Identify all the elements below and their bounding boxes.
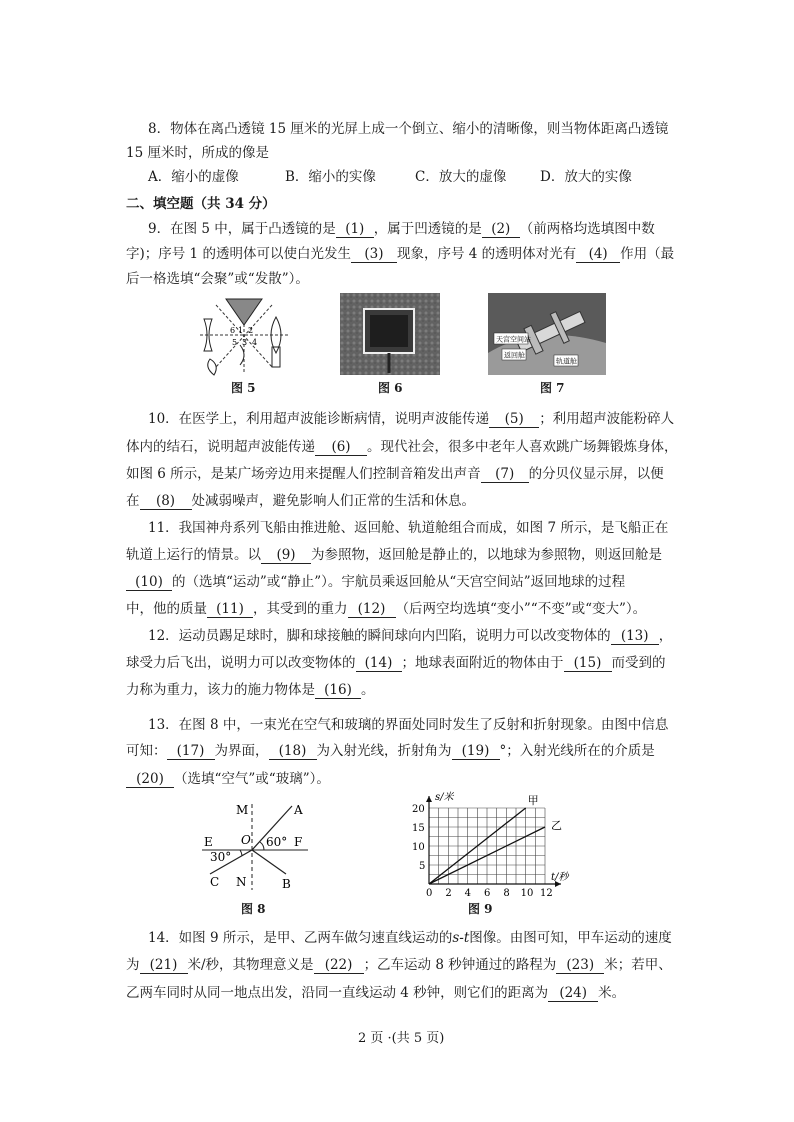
q8-option-d: D．放大的实像 bbox=[540, 169, 632, 185]
blank-6: (6) bbox=[315, 439, 367, 456]
q8-line2: 15 厘米时，所成的像是 bbox=[126, 145, 269, 161]
blank-13: (13) bbox=[611, 628, 659, 645]
blank-8: (8) bbox=[140, 493, 192, 510]
q13-line3: (20) （选填“空气”或“玻璃”）。 bbox=[126, 767, 794, 788]
fig7-label-station: 天宫空间站 bbox=[496, 335, 531, 344]
blank-20: (20) bbox=[126, 771, 174, 788]
blank-9: (9) bbox=[261, 547, 311, 564]
fig5-num-2: 2 bbox=[248, 326, 254, 335]
q8-line1: 8．物体在离凸透镜 15 厘米的光屏上成一个倒立、缩小的清晰像，则当物体距离凸透镜 bbox=[148, 121, 669, 137]
fig7-caption: 图 7 bbox=[540, 381, 565, 395]
fig9-caption: 图 9 bbox=[468, 902, 493, 916]
q12-line1: 12．运动员踢足球时，脚和球接触的瞬间球向内凹陷，说明力可以改变物体的 (13) ， bbox=[148, 628, 673, 644]
q10-line4: 在 (8) 处减弱噪声，避免影响人们正常的生活和休息。 bbox=[126, 493, 475, 509]
y-axis-arrow bbox=[426, 796, 432, 802]
x-axis-label: t/秒 bbox=[551, 872, 569, 883]
x-tick-label: 10 bbox=[520, 888, 534, 899]
fig8-label-A: A bbox=[294, 803, 303, 817]
blank-19: (19) bbox=[452, 743, 500, 760]
blank-16: (16) bbox=[315, 682, 361, 699]
fig6-caption: 图 6 bbox=[378, 381, 403, 395]
fig5-num-3: 3 bbox=[242, 338, 248, 347]
blank-15: (15) bbox=[564, 655, 612, 672]
q11-line1: 11．我国神舟系列飞船由推进舱、返回舱、轨道舱组合而成，如图 7 所示，是飞船正在 bbox=[148, 520, 669, 536]
fig8-label-C: C bbox=[210, 875, 220, 889]
q11-line3: (10) 的（选填“运动”或“静止”）。宇航员乘返回舱从“天宫空间站”返回地球的过程 bbox=[126, 570, 794, 591]
blank-24: (24) bbox=[548, 985, 598, 1002]
blank-3: (3) bbox=[351, 246, 397, 263]
q9-line1: 9．在图 5 中，属于凸透镜的是 (1) ，属于凹透镜的是 (2) （前两格均选填图中数 bbox=[148, 221, 655, 237]
fig5-caption: 图 5 bbox=[231, 381, 256, 395]
blank-1: (1) bbox=[336, 221, 374, 238]
blank-7: (7) bbox=[481, 466, 529, 483]
fig8-label-angle30: 30° bbox=[210, 850, 232, 864]
figure-8-refraction bbox=[196, 798, 318, 894]
fig8-label-angle60: 60° bbox=[266, 835, 288, 849]
chart-grid bbox=[429, 808, 545, 884]
blank-10: (10) bbox=[126, 574, 172, 591]
figure-9-chart bbox=[405, 790, 575, 902]
fig8-label-M: M bbox=[236, 803, 249, 817]
blank-4: (4) bbox=[576, 246, 620, 263]
fig8-label-O: O bbox=[241, 833, 251, 847]
blank-12: (12) bbox=[348, 601, 396, 618]
q11-line4: 中，他的质量 (11) ，其受到的重力 (12) （后两空均选填“变小”“不变”或“变大”）。 bbox=[126, 601, 647, 617]
series-label-1: 甲 bbox=[527, 794, 539, 807]
q10-line1: 10．在医学上，利用超声波能诊断病情，说明声波能传递 (5) ；利用超声波能粉碎人 bbox=[148, 411, 675, 427]
q13-line2: 可知： (17) 为界面， (18) 为入射光线，折射角为 (19) °；入射光线所在的介质是 bbox=[126, 743, 655, 759]
q9-line2: 字)；序号 1 的透明体可以使白光发生 (3) 现象，序号 4 的透明体对光有 (4) 作用（最 bbox=[126, 246, 675, 262]
fig7-label-orbit-module: 轨道舱 bbox=[556, 357, 577, 366]
q14-line2: 为 (21) 米/秒，其物理意义是 (22) ；乙车运动 8 秒钟通过的路程为 (23) 米；若甲、 bbox=[126, 957, 672, 973]
fig8-label-E: E bbox=[204, 835, 213, 849]
fig8-caption: 图 8 bbox=[241, 902, 266, 916]
figure-6-photo bbox=[340, 293, 440, 375]
figure-7-photo bbox=[488, 293, 606, 375]
q12-line3: 力称为重力，该力的施力物体是 (16) 。 bbox=[126, 682, 375, 698]
q11-line2: 轨道上运行的情景。以 (9) 为参照物，返回舱是静止的，以地球为参照物，则返回舱是 bbox=[126, 547, 662, 563]
x-tick-label: 8 bbox=[503, 888, 510, 899]
y-tick-label: 10 bbox=[412, 842, 425, 853]
y-tick-label: 5 bbox=[419, 861, 426, 872]
q14-line1: 14．如图 9 所示，是甲、乙两车做匀速直线运动的s-t图像。由图可知，甲车运动的速度 bbox=[148, 930, 672, 946]
page-footer: 2 页 ·(共 5 页) bbox=[358, 1031, 445, 1046]
y-tick-label: 20 bbox=[412, 804, 425, 815]
fig8-label-N: N bbox=[236, 875, 247, 889]
blank-14: (14) bbox=[356, 655, 402, 672]
q13-line1: 13．在图 8 中，一束光在空气和玻璃的界面处同时发生了反射和折射现象。由图中信息 bbox=[148, 717, 669, 733]
fig8-label-B: B bbox=[282, 877, 291, 891]
figure-5-lenses bbox=[196, 295, 292, 377]
q8-option-a: A．缩小的虚像 bbox=[148, 169, 239, 185]
fig5-num-6: 6 bbox=[230, 326, 236, 335]
q8-option-c: C．放大的虚像 bbox=[415, 169, 507, 185]
fig5-num-5: 5 bbox=[232, 338, 238, 347]
blank-5: (5) bbox=[489, 411, 539, 428]
x-tick-label: 6 bbox=[484, 888, 491, 899]
fig5-num-4: 4 bbox=[252, 338, 258, 347]
x-tick-label: 0 bbox=[426, 888, 433, 899]
q8-option-b: B．缩小的实像 bbox=[285, 169, 376, 185]
section-title: 二、填空题（共 34 分） bbox=[126, 196, 276, 212]
q12-line2: 球受力后飞出，说明力可以改变物体的 (14) ；地球表面附近的物体由于 (15) 而受到的 bbox=[126, 655, 666, 671]
blank-21: (21) bbox=[140, 957, 188, 974]
blank-18: (18) bbox=[269, 743, 317, 760]
blank-11: (11) bbox=[207, 601, 253, 618]
y-tick-label: 15 bbox=[412, 823, 425, 834]
fig7-label-return-module: 返回舱 bbox=[504, 351, 525, 360]
chart-axes bbox=[426, 796, 561, 887]
x-tick-label: 12 bbox=[540, 888, 553, 899]
y-axis-label: s/米 bbox=[435, 792, 454, 803]
blank-22: (22) bbox=[314, 957, 364, 974]
blank-2: (2) bbox=[482, 221, 520, 238]
blank-23: (23) bbox=[556, 957, 604, 974]
x-tick-label: 4 bbox=[464, 888, 472, 899]
q10-line2: 体内的结石，说明超声波能传递 (6) 。现代社会，很多中老年人喜欢跳广场舞锻炼身体， bbox=[126, 439, 678, 455]
fig5-num-1: 1 bbox=[238, 326, 244, 335]
q8-options bbox=[0, 165, 794, 185]
x-tick-label: 2 bbox=[445, 888, 452, 899]
fig8-label-F: F bbox=[294, 835, 303, 849]
series-label-2: 乙 bbox=[551, 819, 562, 832]
blank-17: (17) bbox=[167, 743, 215, 760]
q14-line3: 乙两车同时从同一地点出发，沿同一直线运动 4 秒钟，则它们的距离为 (24) 米。 bbox=[126, 985, 626, 1001]
q10-line3: 如图 6 所示，是某广场旁边用来提醒人们控制音箱发出声音 (7) 的分贝仪显示屏，以便 bbox=[126, 466, 664, 482]
q9-line3: 后一格选填“会聚”或“发散”）。 bbox=[126, 271, 309, 287]
chart-labels bbox=[412, 791, 570, 899]
